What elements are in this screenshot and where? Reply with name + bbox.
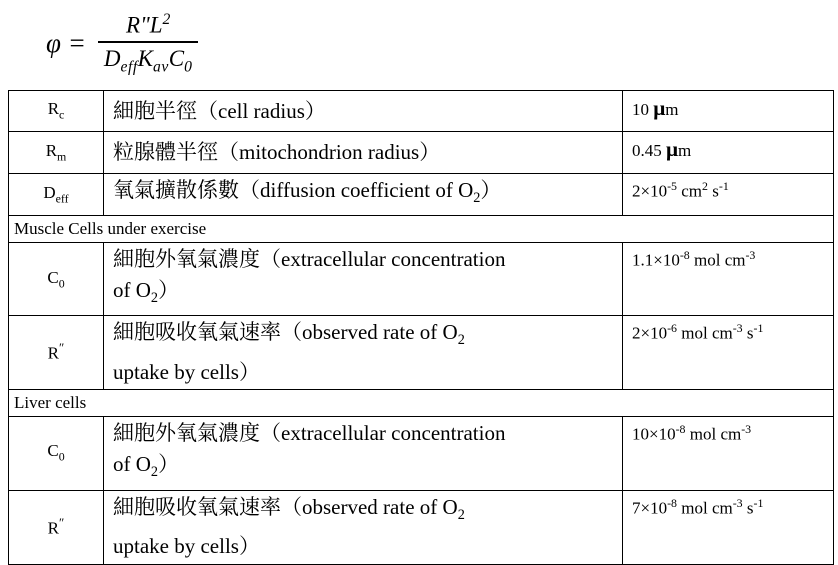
symbol-cell-muscle-r: R″ <box>9 316 104 389</box>
table-row-muscle-c0 <box>9 243 834 316</box>
desc-cell-muscle-r: 細胞吸收氧氣速率（observed rate of $O_2$ uptake by cells） <box>104 316 623 389</box>
desc-cell-rc: 細胞半徑（cell radius） <box>104 91 623 132</box>
symbol-cell-rm: $R_m$ <box>9 132 104 174</box>
table-row-muscle-r <box>9 316 834 389</box>
table-row-mitochondrion-radius <box>9 132 834 174</box>
phi-symbol: φ <box>46 27 61 58</box>
thiele-modulus-formula <box>46 6 838 80</box>
desc-cell-rm: 粒腺體半徑（mitochondrion radius） <box>104 132 623 174</box>
table-row-cell-radius <box>9 91 834 132</box>
parameters-table <box>8 90 834 565</box>
value-cell-liver-r: $7\times 10^{-8}$ mol $cm^{-3}$ $s^{-1}$ <box>623 490 834 564</box>
value-cell-liver-c0: $10\times 10^{-8}$ mol $cm^{-3}$ <box>623 416 834 490</box>
desc-cell-liver-r: 細胞吸收氧氣速率（observed rate of $O_2$ uptake by cells） <box>104 490 623 564</box>
symbol-cell-liver-c0: $C_0$ <box>9 416 104 490</box>
value-cell-muscle-r: $2\times 10^{-6}$ mol $cm^{-3}$ $s^{-1}$ <box>623 316 834 389</box>
table-row-liver-r <box>9 490 834 564</box>
section-row-muscle-cells <box>9 216 834 243</box>
equals-sign: = <box>67 27 86 58</box>
desc-cell-liver-c0: 細胞外氧氣濃度（extracellular concentration of $O_2$） <box>104 416 623 490</box>
section-row-liver-cells <box>9 389 834 416</box>
symbol-cell-deff: $D_{eff}$ <box>9 174 104 216</box>
formula-lhs <box>46 28 86 59</box>
symbol-cell-muscle-c0: $C_0$ <box>9 243 104 316</box>
section-label-muscle-cells: Muscle Cells under exercise <box>9 216 834 243</box>
formula-numerator: $R"L^2$ <box>126 10 171 38</box>
value-cell-rm: 0.45 μm <box>623 132 834 174</box>
symbol-cell-rc: $R_c$ <box>9 91 104 132</box>
desc-cell-deff: 氧氣擴散係數（diffusion coefficient of $O_2$） <box>104 174 623 216</box>
value-cell-rc: 10 μm <box>623 91 834 132</box>
section-label-liver-cells: Liver cells <box>9 389 834 416</box>
formula-denominator: $D_{eff}K_{av}C_0$ <box>98 41 199 76</box>
desc-cell-muscle-c0: 細胞外氧氣濃度（extracellular concentration of $O_2$） <box>104 243 623 316</box>
value-cell-deff: $2\times 10^{-5}$ $cm^2$ $s^{-1}$ <box>623 174 834 216</box>
symbol-cell-liver-r: R″ <box>9 490 104 564</box>
table-row-liver-c0 <box>9 416 834 490</box>
formula-fraction <box>98 11 199 76</box>
value-cell-muscle-c0: $1.1\times 10^{-8}$ mol $cm^{-3}$ <box>623 243 834 316</box>
table-row-diffusion-coefficient <box>9 174 834 216</box>
